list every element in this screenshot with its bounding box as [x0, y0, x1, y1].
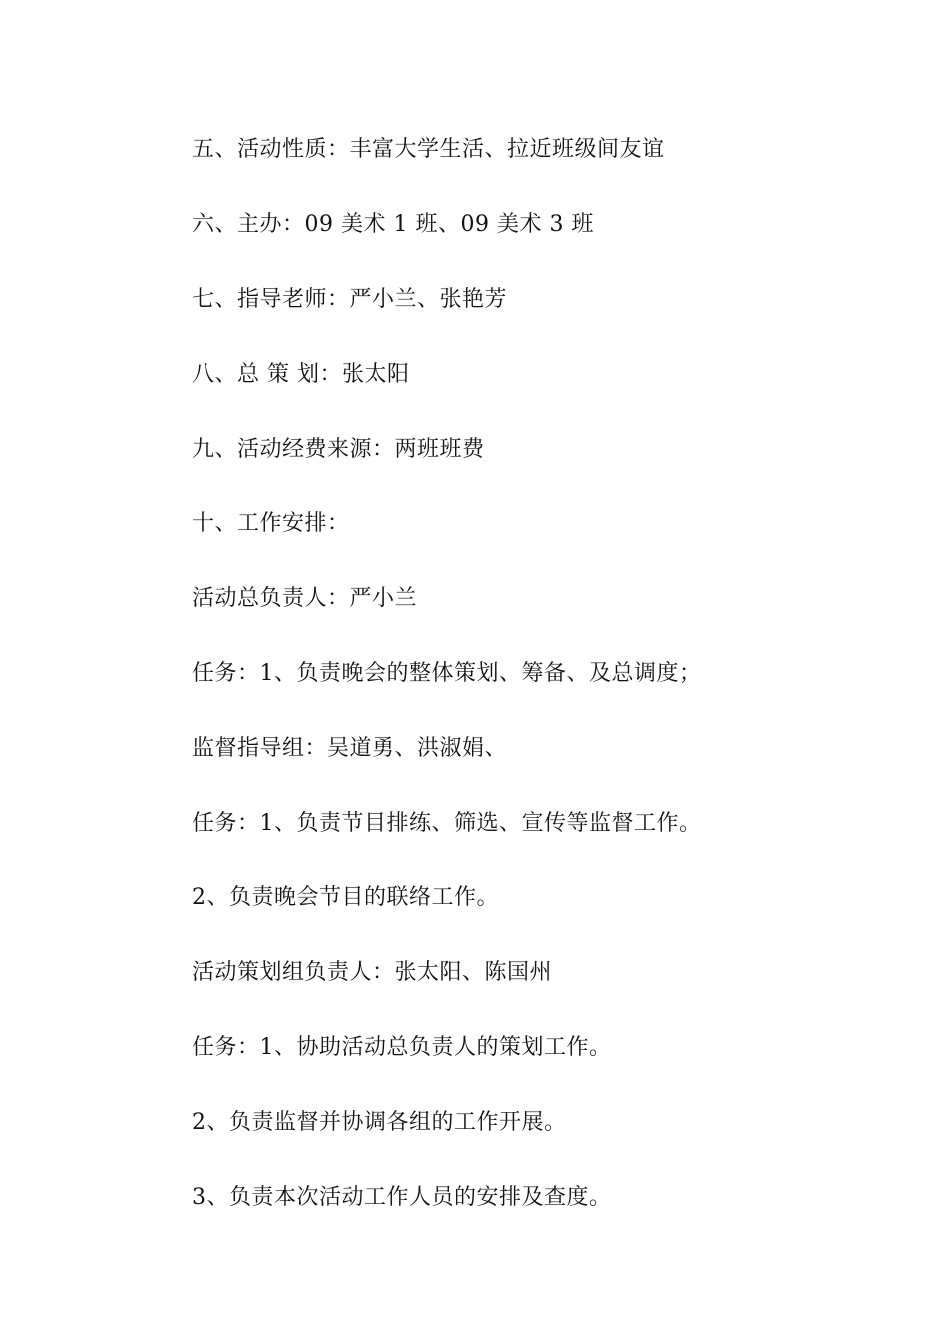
- planning-task-2: 2、负责监督并协调各组的工作开展。: [192, 1110, 567, 1135]
- planning-task-3: 3、负责本次活动工作人员的安排及查度。: [192, 1185, 612, 1210]
- overall-leader: 活动总负责人：严小兰: [192, 586, 418, 611]
- section-seven-advisors: 七、指导老师：严小兰、张艳芳: [192, 287, 508, 312]
- supervision-task-1: 任务：1、负责节目排练、筛选、宣传等监督工作。: [192, 811, 702, 836]
- section-six-organizer: 六、主办：09 美术 1 班、09 美术 3 班: [192, 212, 594, 237]
- overall-leader-task-1: 任务：1、负责晚会的整体策划、筹备、及总调度；: [192, 661, 702, 686]
- supervision-group: 监督指导组：吴道勇、洪淑娟、: [192, 736, 508, 761]
- section-ten-work-arrangement: 十、工作安排：: [192, 511, 350, 536]
- section-nine-funding-source: 九、活动经费来源：两班班费: [192, 437, 485, 462]
- planning-group-leaders: 活动策划组负责人：张太阳、陈国州: [192, 960, 553, 985]
- supervision-task-2: 2、负责晚会节目的联络工作。: [192, 885, 499, 910]
- planning-task-1: 任务：1、协助活动总负责人的策划工作。: [192, 1035, 612, 1060]
- section-eight-chief-planner: 八、总 策 划：张太阳: [192, 362, 410, 387]
- section-five-activity-nature: 五、活动性质：丰富大学生活、拉近班级间友谊: [192, 137, 665, 162]
